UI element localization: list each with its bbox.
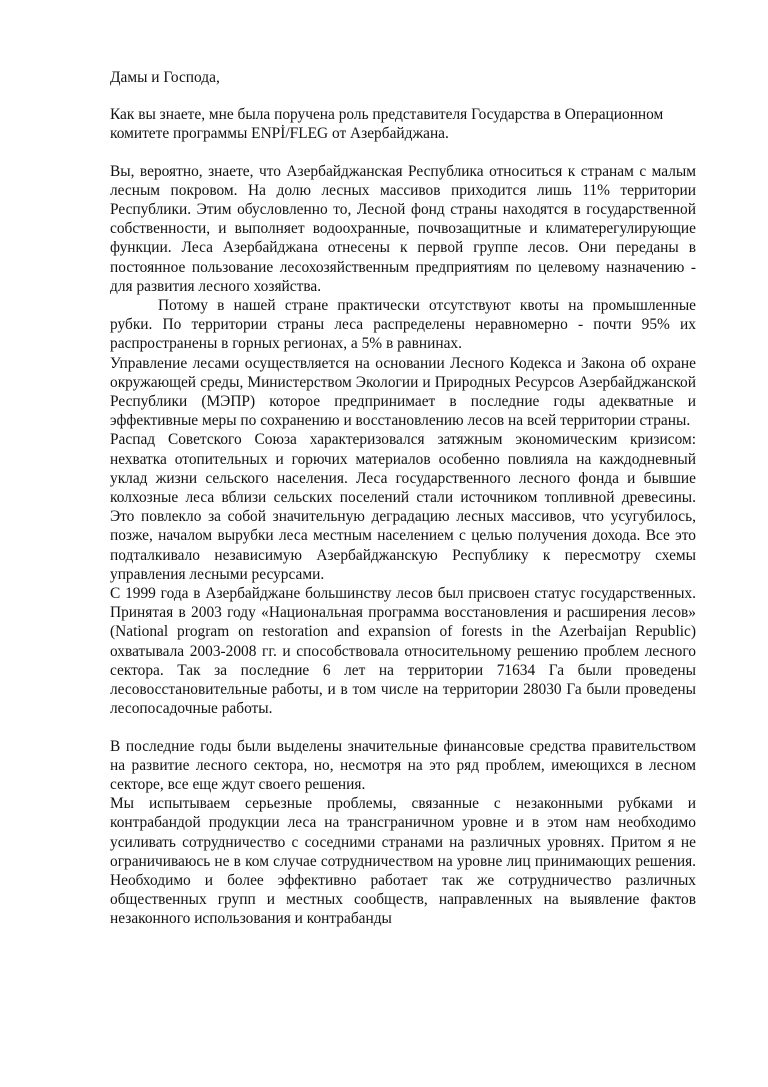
paragraph-quotas: Потому в нашей стране практически отсутствуют квоты на промышленные рубки. По территории страны леса распределены неравномерно - почти 95% их распространены в горных регионах, а 5% в равнинах. [110,297,696,353]
paragraph-national-program: С 1999 года в Азербайджане большинству лесов был присвоен статус государственных. Принятая в 2003 году «Национальная программа восстановления и расширения лесов» (National program on restoration and expansion of forests in the Azerbaijan Republic) охватывала 2003-2008 гг. и способствовала относительному решению проблем лесного сектора. Так за последние 6 лет на территории 71634 Га были проведены лесовосстановительные работы, и в том числе на территории 28030 Га были проведены лесопосадочные работы. [110,585,696,718]
paragraph-cooperation: Мы испытываем серьезные проблемы, связанные с незаконными рубками и контрабандой продукции леса на трансграничном уровне и в этом нам необходимо усиливать сотрудничество с соседними странами на различных уровнях. Притом я не ограничиваюсь не в ком случае сотрудничеством на уровне лиц принимающих решения. Необходимо и более эффективно работает так же сотрудничество различных общественных групп и местных сообществ, направленных на выявление фактов незаконного использования и контрабанды [110,795,696,928]
paragraph-intro: Как вы знаете, мне была поручена роль представителя Государства в Операционном комитете программы ENPİ/FLEG от Азербайджана. [110,106,664,143]
paragraph-soviet-collapse: Распад Советского Союза характеризовался затяжным экономическим кризисом: нехватка отопительных и горючих материалов особенно повлияла на каждодневный уклад жизни сельского населения. Леса государственного лесного фонда и бывшие колхозные леса вблизи сельских поселений стали источником топливной древесины. Это повлекло за собой значительную деградацию лесных массивов, что усугубилось, позже, началом вырубки леса местным населением с целью получения дохода. Все это подталкивало независимую Азербайджанскую Республику к пересмотру схемы управления лесными ресурсами. [110,431,696,583]
paragraph-forest-cover: Вы, вероятно, знаете, что Азербайджанская Республика относиться к странам с малым лесным покровом. На долю лесных массивов приходится лишь 11% территории Республики. Этим обусловленно то, Лесной фонд страны находятся в государственной собственности, и выполняет водоохранные, почвозащитные и климатерегулирующие функции. Леса Азербайджана отнесены к первой группе лесов. Они переданы в постоянное пользование лесохозяйственным предприятиям по целевому назначению - для развития лесного хозяйства. [110,162,696,295]
document-page [110,68,696,929]
greeting: Дамы и Господа, [110,69,220,86]
paragraph-funding: В последние годы были выделены значительные финансовые средства правительством на развитие лесного сектора, но, несмотря на это ряд проблем, имеющихся в лесном секторе, все еще ждут своего решения. [110,737,696,793]
paragraph-management: Управление лесами осуществляется на основании Лесного Кодекса и Закона об охране окружающей среды, Министерством Экологии и Природных Ресурсов Азербайджанской Республики (МЭПР) которое предпринимает в последние годы адекватные и эффективные меры по сохранению и восстановлению лесов на всей территории страны. [110,354,696,430]
